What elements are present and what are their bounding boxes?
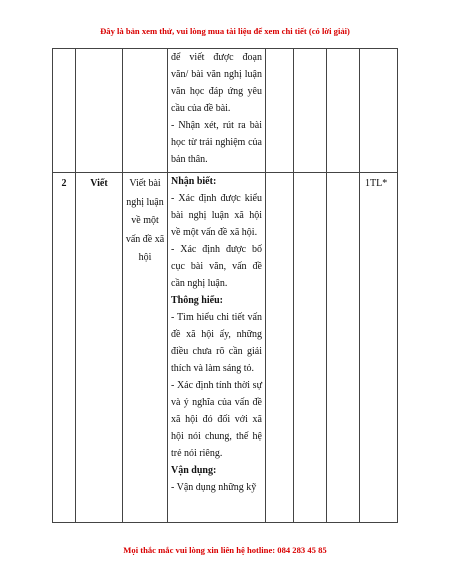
criteria-text: - Tìm hiểu chi tiết vấn đề xã hội ấy, những điều chưa rõ cần giải thích và làm sáng tỏ. — [171, 312, 262, 374]
criteria-text: - Xác định được kiểu bài nghị luận xã hội về một vấn đề xã hội. — [171, 193, 262, 238]
table-row — [53, 173, 398, 523]
row-number: 2 — [53, 173, 76, 523]
criteria-text: - Nhận xét, rút ra bài học từ trải nghiệm của bản thân. — [171, 120, 262, 165]
criteria-cell — [168, 49, 266, 173]
preview-banner: Đây là bản xem thử, vui lòng mua tài liệu để xem chi tiết (có lời giải) — [100, 26, 350, 36]
level-heading: Thông hiểu: — [171, 295, 223, 306]
count-cell — [266, 49, 294, 173]
count-cell — [327, 49, 360, 173]
count-cell — [294, 49, 327, 173]
criteria-text: để viết được đoạn văn/ bài văn nghị luận văn học đáp ứng yêu cầu của đề bài. — [171, 52, 262, 114]
count-cell — [327, 173, 360, 523]
unit-cell — [123, 49, 168, 173]
criteria-text: - Xác định được bố cục bài văn, vấn đề cần nghị luận. — [171, 244, 262, 289]
table-row — [53, 49, 398, 173]
number-cell — [53, 49, 76, 173]
question-count: 1TL* — [360, 173, 398, 523]
count-cell — [266, 173, 294, 523]
skill-name: Viết — [76, 173, 123, 523]
level-heading: Vận dụng: — [171, 465, 217, 476]
content-table — [52, 48, 398, 523]
count-cell — [360, 49, 398, 173]
count-cell — [294, 173, 327, 523]
criteria-text: - Xác định tính thời sự và ý nghĩa của vấn đề xã hội đó đối với xã hội nói chung, thế hệ trẻ nói riêng. — [171, 380, 262, 459]
criteria-text: - Vận dụng những kỹ — [171, 482, 257, 493]
unit-name: Viết bài nghị luận về một vấn đề xã hội — [123, 173, 168, 523]
criteria-cell — [168, 173, 266, 523]
level-heading: Nhận biết: — [171, 176, 217, 187]
skill-cell — [76, 49, 123, 173]
hotline-banner: Mọi thắc mắc vui lòng xin liên hệ hotline: 084 283 45 85 — [123, 545, 327, 555]
